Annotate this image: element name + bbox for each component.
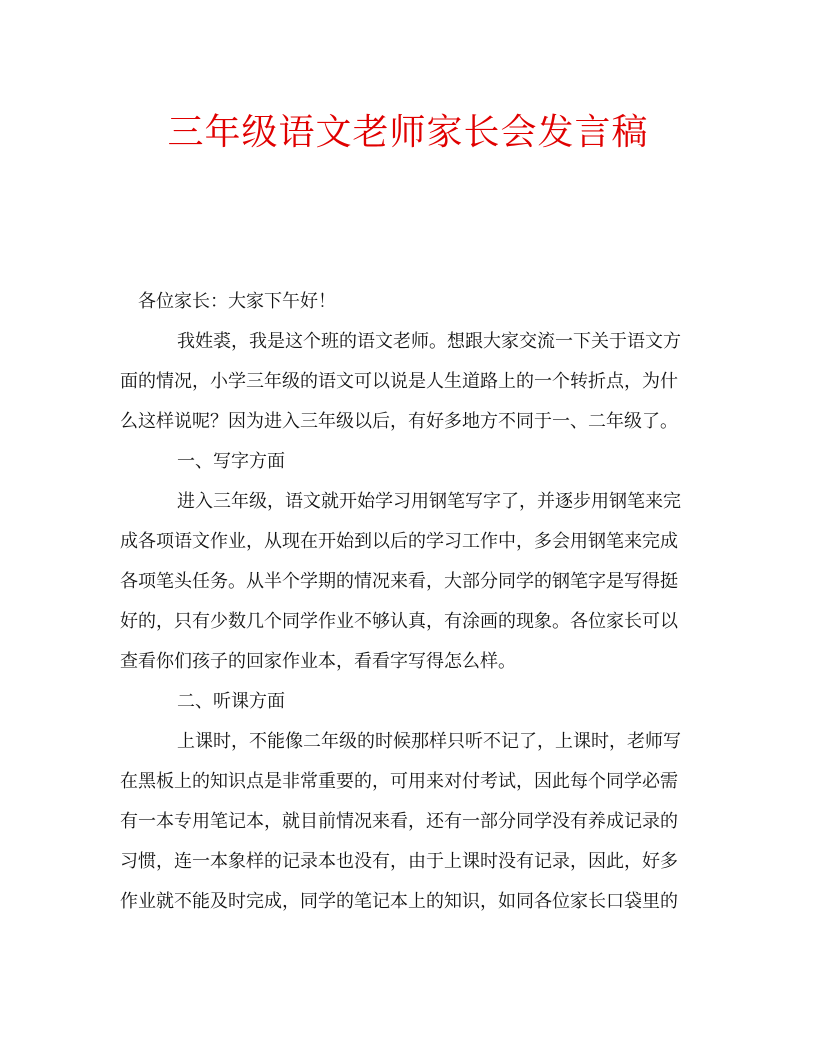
writing-paragraph (120, 482, 700, 682)
writing-line: 成各项语文作业，从现在开始到以后的学习工作中，多会用钢笔来完成 (120, 531, 678, 552)
listening-line: 作业就不能及时完成，同学的笔记本上的知识，如同各位家长口袋里的 (120, 891, 678, 912)
listening-line: 有一本专用笔记本，就目前情况来看，还有一部分同学没有养成记录的 (120, 811, 678, 832)
intro-line: 我姓裘，我是这个班的语文老师。想跟大家交流一下关于语文方 (177, 331, 681, 352)
intro-paragraph (120, 322, 700, 442)
listening-line: 习惯，连一本象样的记录本也没有，由于上课时没有记录，因此，好多 (120, 851, 678, 872)
writing-line: 进入三年级，语文就开始学习用钢笔写字了，并逐步用钢笔来完 (177, 491, 681, 512)
writing-line: 好的，只有少数几个同学作业不够认真，有涂画的现象。各位家长可以 (120, 611, 678, 632)
intro-line: 么这样说呢？因为进入三年级以后，有好多地方不同于一、二年级了。 (120, 411, 678, 432)
document-title: 三年级语文老师家长会发言稿 (167, 112, 649, 153)
listening-paragraph (120, 722, 700, 922)
writing-line: 查看你们孩子的回家作业本，看看字写得怎么样。 (120, 651, 516, 672)
intro-line: 面的情况，小学三年级的语文可以说是人生道路上的一个转折点，为什 (120, 371, 678, 392)
listening-line: 上课时，不能像二年级的时候那样只听不记了，上课时，老师写 (177, 731, 681, 752)
section-heading-writing: 一、写字方面 (177, 451, 285, 472)
greeting: 各位家长：大家下午好！ (138, 291, 336, 312)
writing-line: 各项笔头任务。从半个学期的情况来看，大部分同学的钢笔字是写得挺 (120, 571, 678, 592)
section-heading-listening: 二、听课方面 (177, 691, 285, 712)
document-body (120, 282, 700, 922)
listening-line: 在黑板上的知识点是非常重要的，可用来对付考试，因此每个同学必需 (120, 771, 678, 792)
